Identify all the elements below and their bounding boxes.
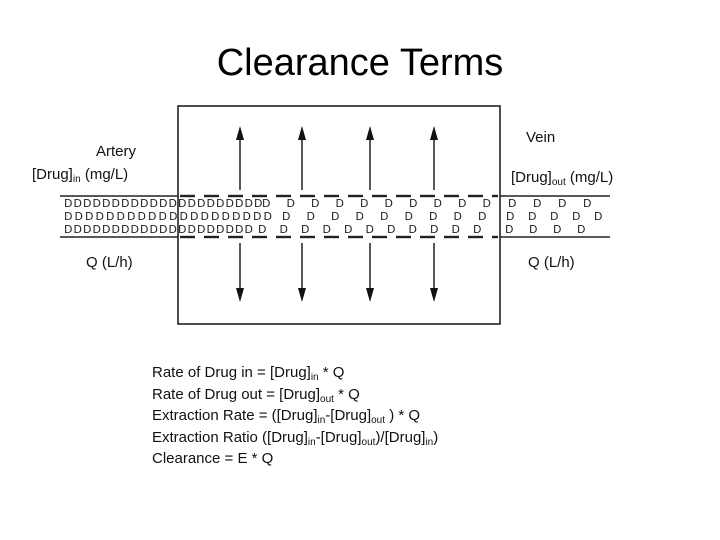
- arrow-down-head: [430, 288, 438, 302]
- drug-molecule: D: [550, 210, 559, 223]
- drug-molecule: D: [187, 197, 196, 210]
- drug-molecule: D: [206, 197, 215, 210]
- drug-molecule: D: [200, 210, 209, 223]
- drug-molecule: D: [301, 223, 310, 236]
- drug-molecule: D: [528, 210, 537, 223]
- drug-molecule: D: [149, 223, 158, 236]
- drug-molecule: D: [225, 197, 234, 210]
- drug-molecule: D: [408, 223, 417, 236]
- drug-molecule: D: [258, 223, 267, 236]
- drug-molecule: D: [360, 197, 369, 210]
- drug-molecule: D: [478, 210, 487, 223]
- drug-molecule: D: [130, 197, 139, 210]
- drug-molecule: D: [232, 210, 241, 223]
- equation-clearance: Clearance = E * Q: [152, 450, 274, 467]
- vein-flow: Q (L/h): [528, 254, 575, 271]
- drug-molecule: D: [149, 197, 158, 210]
- drug-molecule: D: [244, 223, 253, 236]
- drug-molecule: D: [451, 223, 460, 236]
- drug-molecule: D: [572, 210, 581, 223]
- drug-molecule: D: [506, 210, 515, 223]
- equation-extraction-ratio: Extraction Ratio $([Drug]_{in}-[Drug]_{out})/[Drug]_{in}$): [152, 428, 439, 448]
- drug-molecule: D: [365, 223, 374, 236]
- equations: [152, 362, 438, 470]
- drug-molecule: D: [64, 223, 73, 236]
- drug-molecule: D: [387, 223, 396, 236]
- drug-molecule: D: [505, 223, 514, 236]
- drug-molecule: D: [111, 223, 120, 236]
- equation-rate-out: Rate of Drug out = $[Drug]_{out}$ * Q: [152, 385, 360, 405]
- drug-molecule: D: [508, 197, 517, 210]
- drug-molecule: D: [380, 210, 389, 223]
- drug-molecule: D: [92, 223, 101, 236]
- drug-molecule: D: [286, 197, 295, 210]
- drug-molecule: D: [225, 223, 234, 236]
- drug-molecule: D: [263, 210, 272, 223]
- drug-molecule: D: [106, 210, 115, 223]
- drug-molecule: D: [121, 197, 130, 210]
- drug-molecule: D: [216, 197, 225, 210]
- drug-molecule: D: [116, 210, 125, 223]
- drug-molecule: D: [73, 223, 82, 236]
- drug-molecule: D: [429, 210, 438, 223]
- drug-molecule: D: [335, 197, 344, 210]
- drug-molecule: D: [179, 210, 188, 223]
- drug-molecule: D: [216, 223, 225, 236]
- drug-molecule: D: [409, 197, 418, 210]
- drug-molecule: D: [453, 210, 462, 223]
- drug-molecule: D: [384, 197, 393, 210]
- drug-molecule: D: [102, 197, 111, 210]
- drug-molecule: D: [197, 223, 206, 236]
- drug-molecule: D: [190, 210, 199, 223]
- drug-molecule: D: [430, 223, 439, 236]
- drug-molecule: D: [594, 210, 603, 223]
- drug-molecule: D: [244, 197, 253, 210]
- drug-molecule: D: [282, 210, 291, 223]
- drug-molecule: D: [159, 197, 168, 210]
- drug-molecule: D: [178, 197, 187, 210]
- drug-molecule: D: [187, 223, 196, 236]
- drug-molecule: D: [127, 210, 136, 223]
- equation-rate-in: Rate of Drug in = $[Drug]_{in}$ * Q: [152, 364, 345, 383]
- drug-molecule: D: [404, 210, 413, 223]
- arrow-up-head: [236, 126, 244, 140]
- drug-molecule: D: [64, 197, 73, 210]
- drug-molecule: D: [83, 223, 92, 236]
- drug-molecule: D: [553, 223, 562, 236]
- drug-molecule: D: [262, 197, 271, 210]
- drug-molecule: D: [83, 197, 92, 210]
- drug-molecule: D: [92, 197, 101, 210]
- drug-molecule: D: [311, 197, 320, 210]
- drug-molecule: D: [85, 210, 94, 223]
- drug-molecule: D: [322, 223, 331, 236]
- drug-molecule: D: [583, 197, 592, 210]
- artery-flow: Q (L/h): [86, 254, 133, 271]
- arrow-down-head: [236, 288, 244, 302]
- drug-molecule: D: [74, 210, 83, 223]
- drug-molecule: D: [253, 210, 262, 223]
- drug-molecules: [64, 197, 602, 236]
- vein-concentration: $[Drug]_{out}$ (mg/L): [511, 169, 614, 188]
- arrow-up-head: [366, 126, 374, 140]
- drug-molecule: D: [577, 223, 586, 236]
- arrow-down-head: [366, 288, 374, 302]
- drug-molecule: D: [355, 210, 364, 223]
- drug-molecule: D: [473, 223, 482, 236]
- drug-molecule: D: [235, 197, 244, 210]
- drug-molecule: D: [206, 223, 215, 236]
- drug-molecule: D: [221, 210, 230, 223]
- drug-molecule: D: [235, 223, 244, 236]
- drug-molecule: D: [331, 210, 340, 223]
- drug-molecule: D: [95, 210, 104, 223]
- drug-molecule: D: [137, 210, 146, 223]
- arrows-up: [236, 126, 438, 190]
- drug-molecule: D: [242, 210, 251, 223]
- drug-molecule: D: [102, 223, 111, 236]
- drug-molecule: D: [64, 210, 73, 223]
- drug-molecule: D: [140, 223, 149, 236]
- drug-molecule: D: [197, 197, 206, 210]
- arrow-down-head: [298, 288, 306, 302]
- drug-molecule: D: [306, 210, 315, 223]
- drug-molecule: D: [458, 197, 467, 210]
- arrow-up-head: [298, 126, 306, 140]
- drug-molecule: D: [211, 210, 220, 223]
- drug-molecule: D: [529, 223, 538, 236]
- artery-name: Artery: [96, 143, 137, 160]
- drug-molecule: D: [482, 197, 491, 210]
- arrow-up-head: [430, 126, 438, 140]
- drug-molecule: D: [121, 223, 130, 236]
- drug-molecule: D: [111, 197, 120, 210]
- drug-molecule: D: [533, 197, 542, 210]
- vein-name: Vein: [526, 129, 556, 146]
- drug-molecule: D: [159, 223, 168, 236]
- drug-molecule: D: [158, 210, 167, 223]
- drug-molecule: D: [130, 223, 139, 236]
- drug-molecule: D: [279, 223, 288, 236]
- drug-molecule: D: [558, 197, 567, 210]
- drug-molecule: D: [169, 210, 178, 223]
- drug-molecule: D: [178, 223, 187, 236]
- drug-molecule: D: [168, 197, 177, 210]
- drug-molecule: D: [344, 223, 353, 236]
- arrows-down: [236, 243, 438, 302]
- drug-molecule: D: [254, 197, 263, 210]
- drug-molecule: D: [433, 197, 442, 210]
- artery-concentration: $[Drug]_{in}$ (mg/L): [32, 166, 129, 185]
- drug-molecule: D: [168, 223, 177, 236]
- drug-molecule: D: [140, 197, 149, 210]
- drug-molecule: D: [148, 210, 157, 223]
- page-title: Clearance Terms: [216, 42, 504, 84]
- drug-molecule: D: [73, 197, 82, 210]
- equation-extraction-rate: Extraction Rate = ($[Drug]_{in}-[Drug]_{out}$ ) * Q: [152, 407, 421, 426]
